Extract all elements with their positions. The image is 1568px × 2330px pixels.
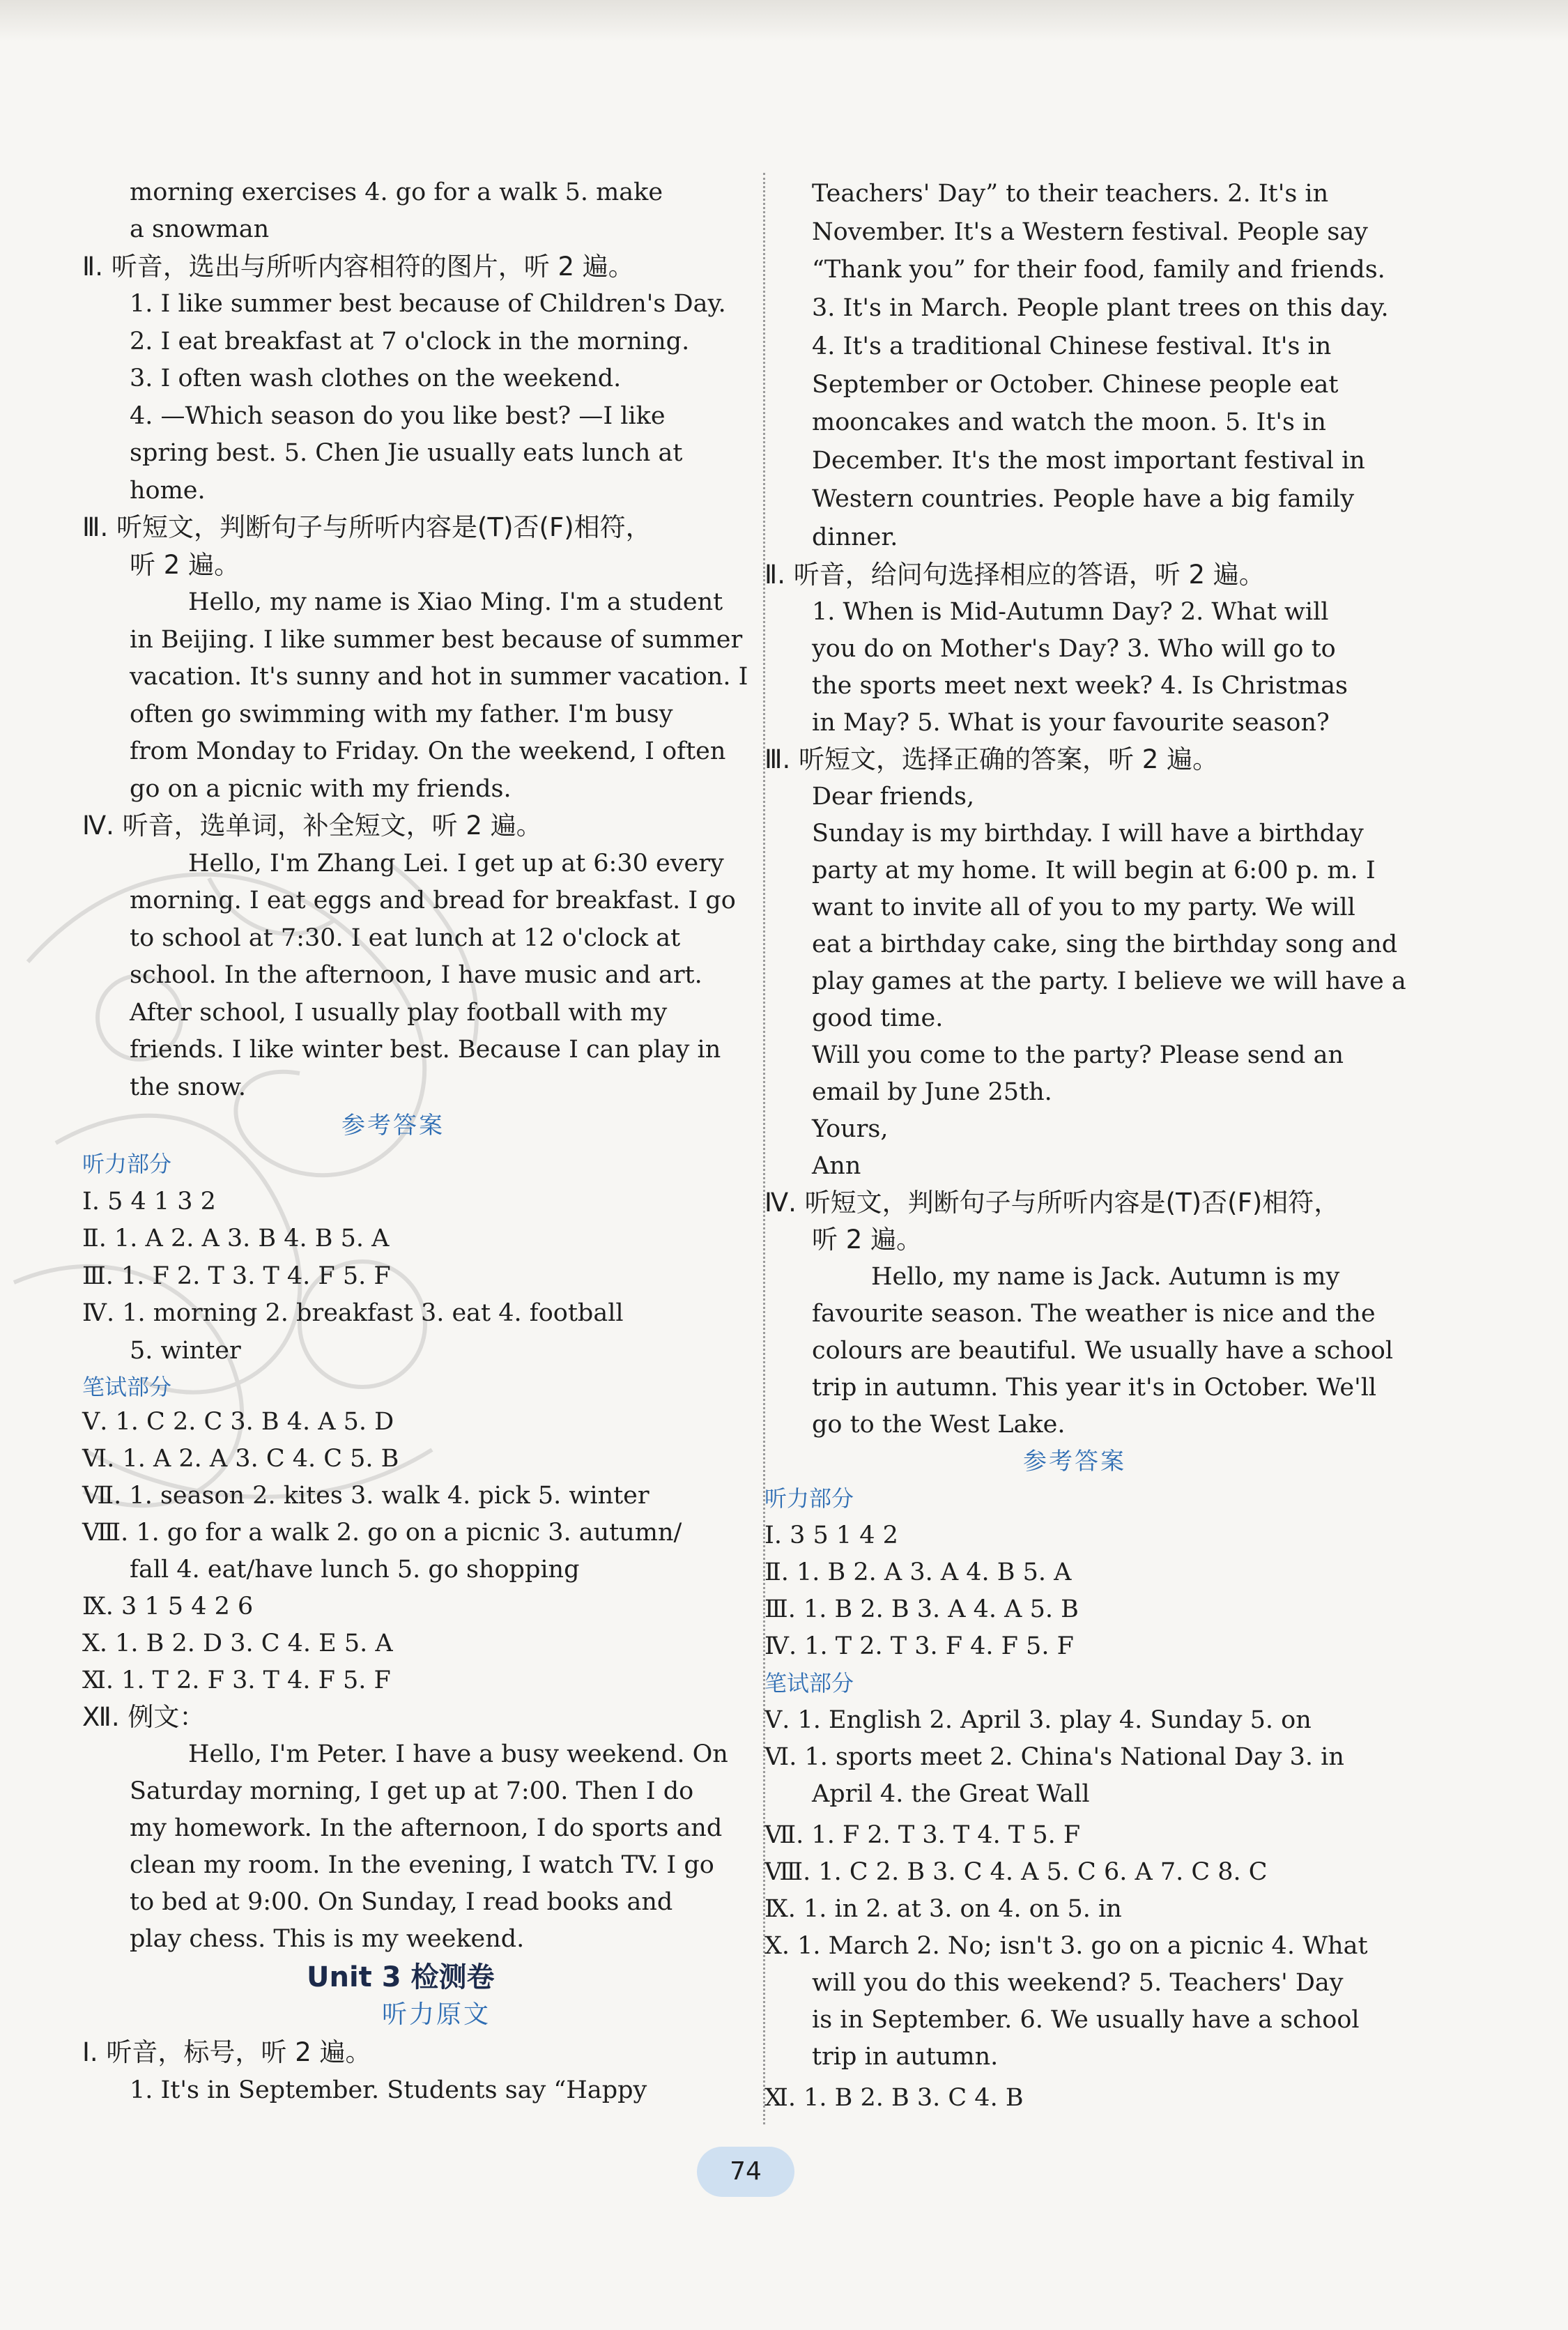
text-line: 听 2 遍。: [812, 1225, 923, 1255]
text-line: my homework. In the afternoon, I do sports and: [130, 1814, 723, 1842]
text-line: Saturday morning, I get up at 7:00. Then I do: [130, 1777, 694, 1805]
text-line: school. In the afternoon, I have music and art.: [130, 961, 702, 989]
text-line: Teachers' Day” to their teachers. 2. It's in: [812, 180, 1329, 208]
text-line: Sunday is my birthday. I will have a birthday: [812, 820, 1364, 848]
answer-line: Ⅳ. 1. T 2. T 3. F 4. F 5. F: [764, 1632, 1074, 1660]
text-line: in Beijing. I like summer best because of summer: [130, 626, 743, 654]
text-line: Will you come to the party? Please send an: [812, 1041, 1344, 1069]
text-line: November. It's a Western festival. People say: [812, 218, 1368, 246]
answer-line: April 4. the Great Wall: [812, 1780, 1090, 1808]
page-number: 74: [697, 2147, 794, 2197]
text-line: you do on Mother's Day? 3. Who will go to: [812, 635, 1336, 663]
text-line: play games at the party. I believe we will have a: [812, 967, 1406, 995]
answer-line: Ⅸ. 1. in 2. at 3. on 4. on 5. in: [764, 1895, 1122, 1923]
text-line: colours are beautiful. We usually have a school: [812, 1337, 1394, 1365]
text-line: 4. It's a traditional Chinese festival. It's in: [812, 332, 1332, 360]
text-line: a snowman: [130, 215, 270, 243]
section-heading: Ⅱ. 听音，选出与所听内容相符的图片，听 2 遍。: [82, 252, 634, 282]
text-line: party at my home. It will begin at 6:00 p. m. I: [812, 857, 1376, 884]
answer-line: Ⅹ. 1. B 2. D 3. C 4. E 5. A: [82, 1630, 393, 1657]
answer-line: Ⅸ. 3 1 5 4 2 6: [82, 1593, 254, 1620]
top-shadow-band: [0, 0, 1568, 42]
text-line: 1. When is Mid-Autumn Day? 2. What will: [812, 598, 1329, 626]
answer-line: Ⅶ. 1. season 2. kites 3. walk 4. pick 5. winter: [82, 1482, 650, 1510]
text-line: “Thank you” for their food, family and friends.: [812, 256, 1385, 284]
text-line: spring best. 5. Chen Jie usually eats lunch at: [130, 439, 683, 467]
answer-line: Ⅵ. 1. sports meet 2. China's National Day 3. in: [764, 1743, 1344, 1771]
text-line: favourite season. The weather is nice and the: [812, 1300, 1376, 1328]
text-line: want to invite all of you to my party. We will: [812, 894, 1355, 921]
answer-line: Ⅺ. 1. B 2. B 3. C 4. B: [764, 2084, 1024, 2112]
text-line: go to the West Lake.: [812, 1411, 1066, 1439]
answer-line: Ⅶ. 1. F 2. T 3. T 4. T 5. F: [764, 1821, 1081, 1849]
text-line: trip in autumn. This year it's in October. We'll: [812, 1374, 1377, 1402]
answer-line: Ⅲ. 1. F 2. T 3. T 4. F 5. F: [82, 1262, 391, 1290]
text-line: 4. —Which season do you like best? —I like: [130, 402, 666, 430]
answer-line: Ⅵ. 1. A 2. A 3. C 4. C 5. B: [82, 1445, 399, 1473]
answer-line: Ⅳ. 1. morning 2. breakfast 3. eat 4. football: [82, 1299, 624, 1327]
text-line: friends. I like winter best. Because I can play in: [130, 1036, 721, 1064]
text-line: 听 2 遍。: [130, 550, 240, 580]
text-line: After school, I usually play football with my: [130, 999, 668, 1027]
section-heading: Ⅱ. 听音，给问句选择相应的答语，听 2 遍。: [764, 560, 1265, 590]
answer-line: trip in autumn.: [812, 2043, 999, 2071]
text-line: to school at 7:30. I eat lunch at 12 o'clock at: [130, 924, 681, 952]
answer-line: Ⅰ. 3 5 1 4 2: [764, 1522, 898, 1549]
text-line: 1. It's in September. Students say “Happy: [130, 2076, 647, 2104]
section-heading: Ⅲ. 听短文，判断句子与所听内容是(T)否(F)相符，: [82, 512, 652, 542]
text-line: email by June 25th.: [812, 1078, 1052, 1106]
listening-script-title: 听力原文: [382, 2000, 491, 2029]
text-line: dinner.: [812, 523, 898, 551]
answer-line: Ⅷ. 1. go for a walk 2. go on a picnic 3. autumn/: [82, 1519, 682, 1547]
text-line: Western countries. People have a big family: [812, 485, 1355, 513]
text-line: Hello, my name is Xiao Ming. I'm a student: [188, 588, 723, 616]
text-line: 3. I often wash clothes on the weekend.: [130, 365, 622, 392]
text-line: Dear friends,: [812, 783, 975, 811]
section-heading: Ⅰ. 听音，标号，听 2 遍。: [82, 2037, 371, 2067]
answer-line: Ⅺ. 1. T 2. F 3. T 4. F 5. F: [82, 1666, 391, 1694]
text-line: September or October. Chinese people eat: [812, 371, 1339, 399]
text-line: Yours,: [812, 1115, 889, 1143]
unit-3-title: Unit 3 检测卷: [307, 1961, 495, 1993]
text-line: to bed at 9:00. On Sunday, I read books and: [130, 1888, 673, 1916]
text-line: vacation. It's sunny and hot in summer vacation. I: [130, 663, 748, 691]
text-line: clean my room. In the evening, I watch TV. I go: [130, 1851, 714, 1879]
text-line: Hello, I'm Peter. I have a busy weekend. On: [188, 1740, 728, 1768]
answer-line: Ⅴ. 1. English 2. April 3. play 4. Sunday 5. on: [764, 1706, 1312, 1734]
text-line: home.: [130, 477, 206, 505]
text-line: morning. I eat eggs and bread for breakfast. I go: [130, 887, 736, 914]
answer-line: Ⅻ. 例文：: [82, 1702, 206, 1732]
answer-line: Ⅱ. 1. A 2. A 3. B 4. B 5. A: [82, 1225, 390, 1252]
answer-line: Ⅱ. 1. B 2. A 3. A 4. B 5. A: [764, 1558, 1072, 1586]
listening-part-label: 听力部分: [764, 1485, 854, 1512]
text-line: 2. I eat breakfast at 7 o'clock in the morning.: [130, 328, 690, 355]
text-line: morning exercises 4. go for a walk 5. make: [130, 178, 663, 206]
section-heading: Ⅲ. 听短文，选择正确的答案，听 2 遍。: [764, 744, 1219, 774]
text-line: Ann: [812, 1152, 861, 1180]
text-line: Hello, my name is Jack. Autumn is my: [871, 1263, 1340, 1291]
written-part-label: 笔试部分: [764, 1670, 854, 1696]
answer-line: will you do this weekend? 5. Teachers' Day: [812, 1969, 1344, 1997]
text-line: the sports meet next week? 4. Is Christmas: [812, 672, 1348, 700]
answer-key-title: 参考答案: [1023, 1448, 1126, 1476]
text-line: Hello, I'm Zhang Lei. I get up at 6:30 every: [188, 850, 724, 877]
listening-part-label: 听力部分: [82, 1151, 172, 1177]
written-part-label: 笔试部分: [82, 1374, 172, 1400]
text-line: 1. I like summer best because of Children's Day.: [130, 290, 726, 318]
text-line: 3. It's in March. People plant trees on this day.: [812, 294, 1389, 322]
section-heading: Ⅳ. 听短文，判断句子与所听内容是(T)否(F)相符，: [764, 1188, 1340, 1218]
answer-line: Ⅴ. 1. C 2. C 3. B 4. A 5. D: [82, 1408, 394, 1436]
answer-line: fall 4. eat/have lunch 5. go shopping: [130, 1556, 580, 1584]
text-line: eat a birthday cake, sing the birthday song and: [812, 930, 1398, 958]
text-line: December. It's the most important festival in: [812, 447, 1365, 475]
answer-line: is in September. 6. We usually have a school: [812, 2006, 1360, 2034]
text-line: in May? 5. What is your favourite season?: [812, 709, 1330, 737]
text-line: often go swimming with my father. I'm busy: [130, 700, 673, 728]
answer-line: Ⅹ. 1. March 2. No; isn't 3. go on a picnic 4. What: [764, 1932, 1368, 1960]
answer-key-title: 参考答案: [341, 1112, 445, 1140]
text-line: mooncakes and watch the moon. 5. It's in: [812, 408, 1326, 436]
text-line: from Monday to Friday. On the weekend, I often: [130, 737, 726, 765]
text-line: go on a picnic with my friends.: [130, 775, 512, 803]
answer-line: Ⅲ. 1. B 2. B 3. A 4. A 5. B: [764, 1595, 1079, 1623]
answer-line: Ⅰ. 5 4 1 3 2: [82, 1188, 216, 1216]
answer-line: 5. winter: [130, 1337, 241, 1365]
answer-line: Ⅷ. 1. C 2. B 3. C 4. A 5. C 6. A 7. C 8. C: [764, 1858, 1268, 1886]
text-line: the snow.: [130, 1073, 246, 1101]
text-line: good time.: [812, 1004, 944, 1032]
text-line: play chess. This is my weekend.: [130, 1925, 525, 1953]
section-heading: Ⅳ. 听音，选单词，补全短文，听 2 遍。: [82, 811, 542, 841]
